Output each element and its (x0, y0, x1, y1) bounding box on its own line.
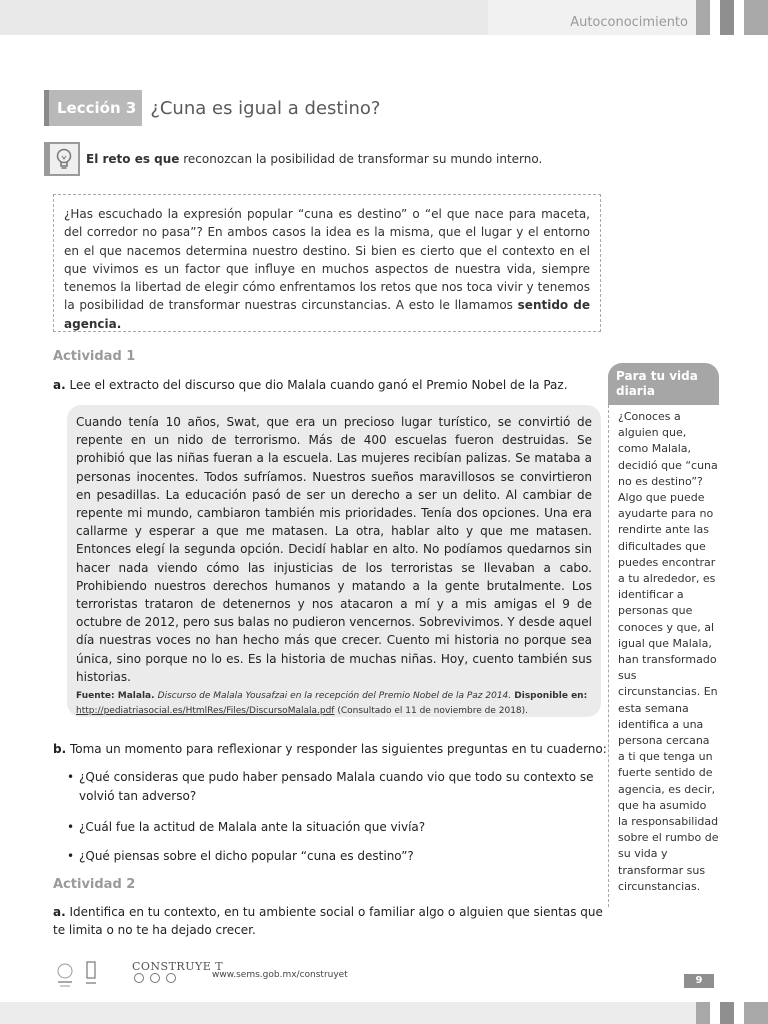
item-text: Lee el extracto del discurso que dio Malala cuando ganó el Premio Nobel de la Paz. (65, 378, 568, 392)
circle-icon (150, 973, 160, 983)
source-title: Discurso de Malala Yousafzai en la recepción del Premio Nobel de la Paz 2014. (157, 691, 512, 702)
footer-url[interactable]: www.sems.gob.mx/construyet (212, 970, 348, 980)
question-text: ¿Cuál fue la actitud de Malala ante la situación que vivía? (79, 820, 426, 834)
quote-source (76, 689, 592, 719)
intro-bold: sentido de agencia. (64, 298, 590, 331)
activity-2-heading: Actividad 2 (53, 877, 136, 892)
lesson-title: ¿Cuna es igual a destino? (150, 97, 381, 119)
question-item (67, 768, 607, 805)
question-text: ¿Qué piensas sobre el dicho popular “cuna es destino”? (79, 849, 414, 863)
header-bar (696, 0, 710, 35)
source-available: Disponible en: (511, 691, 588, 702)
question-item (67, 847, 607, 866)
activity-1-item-b (53, 740, 607, 758)
bullet-icon: • (67, 849, 75, 863)
item-letter: a. (53, 905, 66, 919)
item-letter: b. (53, 742, 67, 756)
bullet-icon: • (67, 770, 75, 784)
source-consulted: (Consultado el 11 de noviembre de 2018). (334, 706, 529, 717)
header-band (0, 0, 488, 35)
lightbulb-icon (44, 142, 80, 176)
sidebar-text: ¿Conoces a alguien que, como Malala, decidió que “cuna no es destino”? Algo que puede ayudarte para no rendirte ante las dificultades que puedes encontrar a tu alrededor, es identificar a personas que conoces y que, al igual que Malala, han transformado sus circunstancias. En esta semana identifica a una persona cercana a ti que tenga un fuerte sentido de agencia, es decir, que ha asumido la responsabilidad sobre el rumbo de su vida y transformar sus circunstancias. (608, 405, 719, 907)
circle-icon (134, 973, 144, 983)
challenge-lead: El reto es que (86, 152, 180, 166)
page-number: 9 (684, 974, 714, 988)
item-text: Identifica en tu contexto, en tu ambiente social o familiar algo o alguien que sientas que te limita o no te ha dejado crecer. (53, 905, 603, 937)
quote-text: Cuando tenía 10 años, Swat, que era un precioso lugar turístico, se convirtió de repente en un nido de terrorismo. Más de 400 escuelas fueron destruidas. Se prohibió que las niñas fueran a la escuela. Las mujeres recibían palizas. Se mataba a personas inocentes. Todos sufríamos. Nuestros sueños maravillosos se convirtieron en pesadillas. La educación pasó de ser un derecho a ser un delito. Al cambiar de repente mi mundo, cambiaron también mis prioridades. Tenía dos opciones. Una era callarme y esperar a que me matasen. La otra, hablar alto y que me matasen. Entonces elegí la segunda opción. Decidí hablar en alto. No podíamos quedarnos sin hacer nada viendo cómo las injusticias de los terroristas se llevaban a cabo. Prohibiendo nuestros derechos humanos y matando a la gente brutalmente. Los terroristas trataron de detenernos y nos atacaron a mí y a mis amigas el 9 de octubre de 2012, pero sus balas no pudieron vencernos. Sobrevivimos. Y desde aquel día nuestras voces no han hecho más que crecer. Cuento mi historia no porque sea única, sino porque no lo es. Es la historia de muchas niñas. Hoy, cuento también sus historias. (76, 415, 592, 684)
source-link[interactable]: http://pediatriasocial.es/HtmlRes/Files/DiscursoMalala.pdf (76, 706, 335, 717)
footer-bar (696, 1002, 710, 1024)
lesson-tag: Lección 3 (49, 90, 142, 126)
question-item (67, 818, 607, 837)
lesson-heading (44, 90, 380, 126)
institution-logo-icon (85, 960, 97, 988)
intro-box (53, 194, 601, 332)
source-label: Fuente: Malala. (76, 691, 158, 702)
item-text: Toma un momento para reflexionar y responder las siguientes preguntas en tu cuaderno: (66, 742, 607, 756)
challenge-body: reconozcan la posibilidad de transformar su mundo interno. (179, 152, 543, 166)
activity-1-item-a (53, 376, 568, 394)
sidebar-title: Para tu vida diaria (608, 363, 719, 405)
header-bar (744, 0, 768, 35)
footer-bar (720, 1002, 734, 1024)
malala-quote (67, 405, 601, 717)
question-text: ¿Qué consideras que pudo haber pensado Malala cuando vio que todo su contexto se volvió tan adverso? (79, 770, 594, 803)
item-letter: a. (53, 378, 66, 392)
intro-text: ¿Has escuchado la expresión popular “cuna es destino” o “el que nace para maceta, del corredor no pasa”? En ambos casos la idea es la misma, que el lugar y el entorno en el que nacemos determina nuestro destino. Si bien es cierto que el contexto en el que vivimos es un factor que influye en muchos aspectos de nuestra vida, siempre tenemos la libertad de elegir cómo enfrentamos los retos que nos toca vivir y tenemos la posibilidad de transformar nuestras circunstancias. A esto le llamamos (64, 207, 590, 313)
bullet-icon: • (67, 820, 75, 834)
activity-1-heading: Actividad 1 (53, 349, 136, 364)
footer-band (0, 1002, 696, 1024)
footer-bar (744, 1002, 768, 1024)
header-bar (720, 0, 734, 35)
section-title: Autoconocimiento (570, 15, 688, 30)
challenge-text (86, 152, 542, 166)
challenge (44, 142, 542, 176)
government-seal-icon (55, 962, 75, 988)
circle-icon (166, 973, 176, 983)
construye-logo: CONSTRUYE T (132, 960, 224, 973)
activity-2-item-a (53, 903, 605, 939)
construye-icons (134, 973, 176, 983)
